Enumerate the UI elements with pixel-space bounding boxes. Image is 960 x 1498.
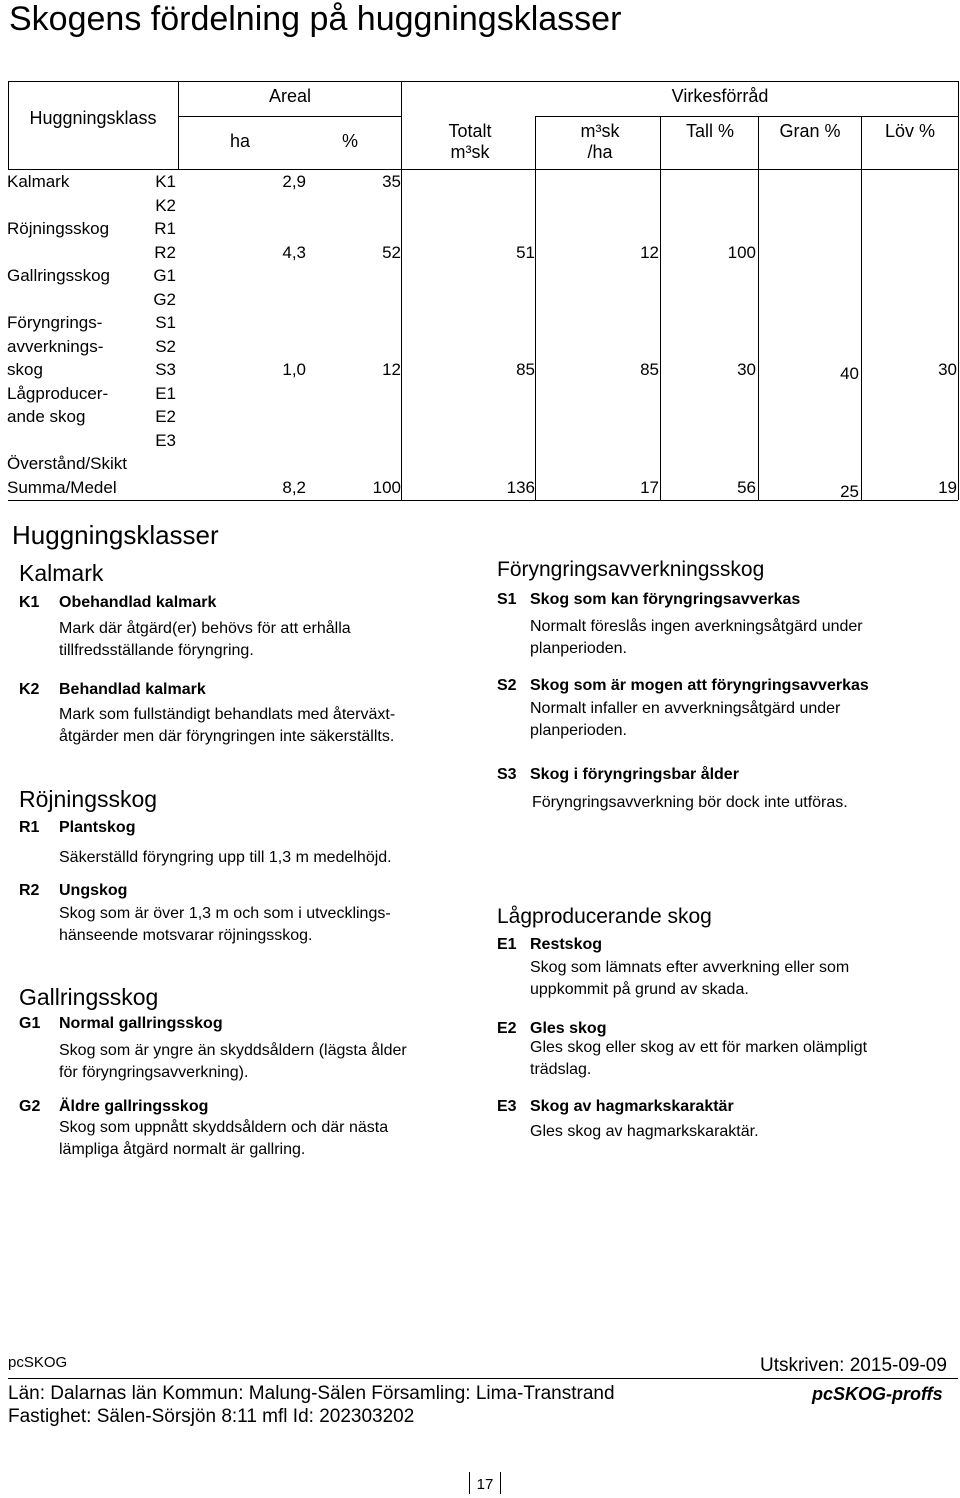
r1-code: R1 [19,819,40,836]
s1-name: Skog som kan föryngringsavverkas [530,591,801,608]
cell-tot: 85 [516,360,535,379]
row-code: R2 [154,242,176,262]
row-name: avverknings- [7,336,104,356]
cell-pct: 35 [382,172,401,191]
cell-ha: 1,0 [282,360,306,379]
cell-ha: 8,2 [282,477,306,497]
k2-name: Behandlad kalmark [59,681,206,698]
s2-desc: Normalt infaller en avverkningsåtgärd under planperioden. [530,700,841,739]
row-name: Gallringsskog [7,266,110,285]
s3-desc: Föryngringsavverkning bör dock inte utföras. [532,794,848,811]
cell-tall: 100 [727,242,756,262]
e2-code: E2 [497,1020,517,1037]
row-name: skog [7,360,43,379]
s2-name: Skog som är mogen att föryngringsavverkas [530,677,869,694]
cell-pct: 100 [372,477,401,497]
table-row [0,358,960,381]
e1-code: E1 [497,936,517,953]
col-header-gran: Gran % [779,121,841,141]
cell-lov: 19 [938,477,957,497]
row-name: Summa/Medel [7,477,117,497]
col-header-lov: Löv % [884,121,936,141]
row-code: S2 [155,336,176,356]
r2-name: Ungskog [59,882,128,899]
table-row [0,429,960,452]
g2-code: G2 [19,1098,41,1115]
row-code: K2 [155,195,176,215]
col-header-virkesforrad: Virkesförråd [671,86,769,106]
table-row [0,382,960,405]
e3-code: E3 [497,1098,517,1115]
s1-code: S1 [497,591,517,608]
rojning-title: Röjningsskog [19,786,158,812]
cell-pct: 52 [382,242,401,262]
g1-desc: Skog som är yngre än skyddsåldern (lägsta ålder för föryngringsavverkning). [59,1042,407,1081]
s1-desc: Normalt föreslås ingen averkningsåtgärd under planperioden. [530,618,863,657]
table-row [0,264,960,287]
row-name: Överstånd/Skikt [7,454,127,473]
row-code: E1 [155,383,176,403]
row-code: G2 [153,289,176,309]
r1-name: Plantskog [59,819,136,836]
row-code: G1 [153,266,176,285]
col-header-tall: Tall % [685,121,734,141]
s3-name: Skog i föryngringsbar ålder [530,766,739,783]
row-name: ande skog [7,407,86,426]
e2-name: Gles skog [530,1020,607,1037]
row-name: Föryngrings- [7,313,103,332]
e3-desc: Gles skog av hagmarkskaraktär. [530,1123,759,1140]
e3-name: Skog av hagmarkskaraktär [530,1098,734,1115]
e2-desc: Gles skog eller skog av ett för marken olämpligt trädslag. [530,1039,868,1078]
table-row [0,194,960,217]
r2-code: R2 [19,882,40,899]
g2-name: Äldre gallringsskog [59,1098,209,1115]
row-code: S3 [155,360,176,379]
cell-m3: 17 [640,477,659,497]
table-row [0,476,960,499]
e1-desc: Skog som lämnats efter avverkning eller som uppkommit på grund av skada. [530,959,850,998]
col-header-pct: % [341,131,358,151]
kalmark-title: Kalmark [19,560,104,586]
cell-pct: 12 [382,360,401,379]
pcskog-proffs-logo: pcSKOG-proffs [812,1384,943,1404]
cell-tall: 30 [737,360,756,379]
table-row [0,452,960,475]
cell-ha: 2,9 [282,172,306,191]
g2-desc: Skog som uppnått skyddsåldern och där nästa lämpliga åtgärd normalt är gallring. [59,1119,389,1158]
gallring-title: Gallringsskog [19,984,159,1010]
cell-lov: 30 [938,360,957,379]
table-row [0,288,960,311]
table-row [0,170,960,193]
cell-ha: 4,3 [282,242,306,262]
k1-desc: Mark där åtgärd(er) behövs för att erhålla tillfredsställande föryngring. [59,620,351,659]
cell-tot: 136 [506,477,535,497]
table-row [0,241,960,264]
g1-code: G1 [19,1015,41,1032]
r2-desc: Skog som är över 1,3 m och som i utvecklings- hänseende motsvarar röjningsskog. [59,905,391,944]
s3-code: S3 [497,766,517,783]
col-header-m3-per-ha: m³sk /ha [580,121,620,162]
cell-tall: 56 [737,477,756,497]
footer-printed-date: Utskriven: 2015-09-09 [760,1355,947,1376]
k2-code: K2 [19,681,40,698]
row-name: Kalmark [7,172,70,191]
col-header-areal: Areal [268,86,312,106]
k2-desc: Mark som fullständigt behandlats med återväxt- åtgärder men där föryngringen inte säkerställts. [59,706,396,745]
lagprod-title: Lågproducerande skog [497,905,712,928]
row-code: K1 [155,172,176,191]
legend-heading: Huggningsklasser [12,520,219,550]
cell-gran: 40 [840,364,859,383]
r1-desc: Säkerställd föryngring upp till 1,3 m medelhöjd. [59,849,392,866]
e1-name: Restskog [530,936,603,953]
row-name: Lågproducer- [7,383,109,403]
cell-tot: 51 [516,242,535,262]
page-title: Skogens fördelning på huggningsklasser [9,0,622,38]
footer-property: Fastighet: Sälen-Sörsjön 8:11 mfl Id: 202303202 [8,1406,415,1427]
table-row [0,405,960,428]
k1-code: K1 [19,594,40,611]
table-row [0,311,960,334]
row-code: R1 [154,219,176,238]
row-code: E2 [155,407,176,426]
foryngring-title: Föryngringsavverkningsskog [497,558,765,581]
row-code: E3 [155,430,176,450]
row-name: Röjningsskog [7,219,110,238]
table-row [0,217,960,240]
col-header-totalt: Totalt m³sk [448,121,492,162]
cell-m3: 85 [640,360,659,379]
row-code: S1 [155,313,176,332]
g1-name: Normal gallringsskog [59,1015,223,1032]
cell-m3: 12 [640,242,659,262]
col-header-huggningsklass: Huggningsklass [29,108,157,128]
k1-name: Obehandlad kalmark [59,594,217,611]
footer-location: Län: Dalarnas län Kommun: Malung-Sälen Församling: Lima-Transtrand [8,1383,615,1404]
footer-app: pcSKOG [8,1354,68,1371]
cell-gran: 25 [840,481,859,501]
page-number: 17 [476,1476,494,1493]
col-header-ha: ha [229,131,251,151]
table-row [0,335,960,358]
s2-code: S2 [497,677,517,694]
